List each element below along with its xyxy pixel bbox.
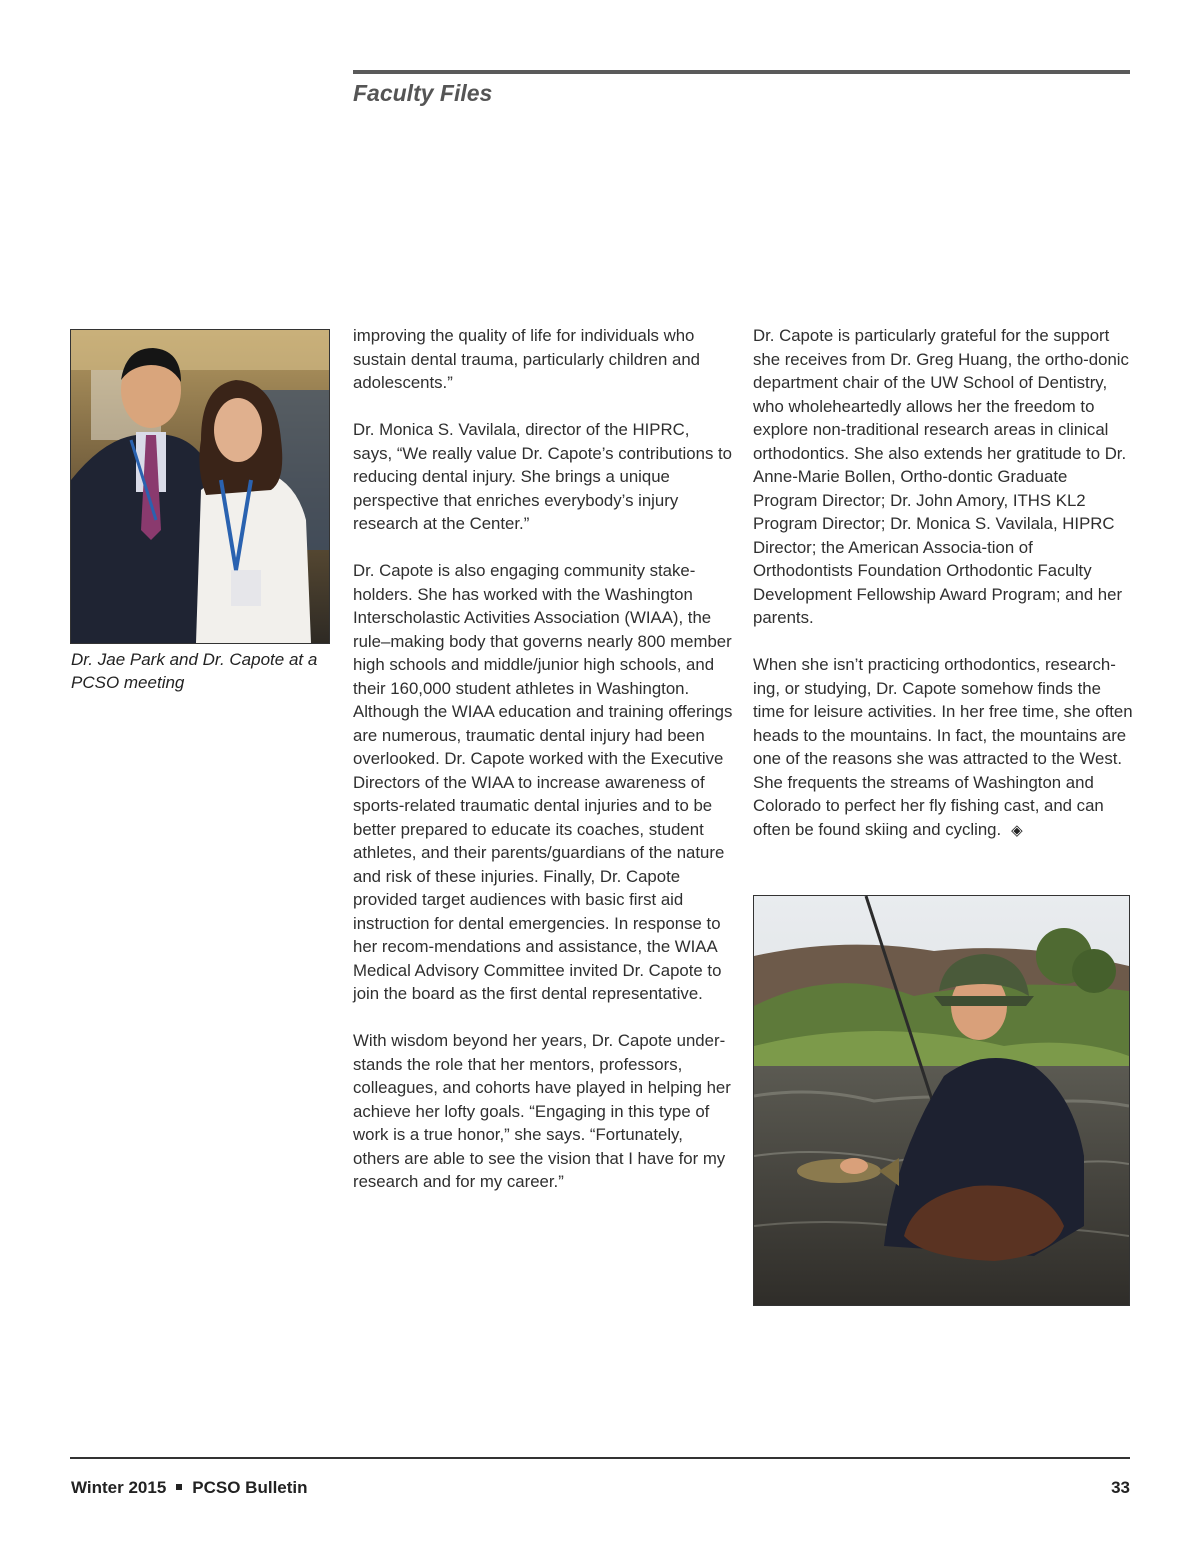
page-number: 33 bbox=[1111, 1478, 1130, 1497]
photo-fly-fishing bbox=[753, 895, 1130, 1306]
paragraph: With wisdom beyond her years, Dr. Capote under-stands the role that her mentors, professors, colleagues, and cohorts have played in helping her achieve her lofty goals. “Engaging in this type of work is a true honor,” she says. “Fortunately, others are able to see the vision that I have for my research and for my career.” bbox=[353, 1031, 731, 1191]
section-rule bbox=[353, 70, 1130, 74]
paragraph-text: When she isn’t practicing orthodontics, research-ing, or studying, Dr. Capote somehow finds the time for leisure activities. In her free time, she often heads to the mountains. In fact, the mountains are one of the reasons she was attracted to the West. She frequents the streams of Washington and Colorado to perfect her fly fishing cast, and can often be found skiing and cycling. bbox=[753, 655, 1133, 839]
article-column-right bbox=[753, 324, 1135, 866]
photo-park-capote-image bbox=[71, 330, 329, 643]
paragraph: Dr. Monica S. Vavilala, director of the HIPRC, says, “We really value Dr. Capote’s contributions to reducing dental injury. She brings a unique perspective that enriches everybody’s injury research at the Center.” bbox=[353, 420, 732, 533]
footer-issue: Winter 2015 bbox=[71, 1478, 167, 1497]
photo-park-capote bbox=[70, 329, 330, 644]
footer-publication: PCSO Bulletin bbox=[192, 1478, 308, 1497]
footer-rule bbox=[70, 1457, 1130, 1459]
article-column-middle bbox=[353, 324, 733, 1217]
end-of-article-icon: ◈ bbox=[1011, 821, 1023, 839]
section-title: Faculty Files bbox=[353, 80, 493, 106]
paragraph: Dr. Capote is also engaging community stake-holders. She has worked with the Washington Interscholastic Activities Association (WIAA), the rule–making body that governs nearly 800 member high schools and middle/junior high schools, and their 160,000 student athletes in Washington. Although the WIAA education and training offerings are numerous, traumatic dental injury had been overlooked. Dr. Capote worked with the Executive Directors of the WIAA to increase awareness of sports-related traumatic dental injuries and to be better prepared to educate its coaches, student athletes, and their parents/guardians of the nature and risk of these injuries. Finally, Dr. Capote provided target audiences with basic first aid instruction for dental emergencies. In response to her recom-mendations and assistance, the WIAA Medical Advisory Committee invited Dr. Capote to join the board as the first dental representative. bbox=[353, 561, 733, 1003]
paragraph-last bbox=[753, 653, 1135, 842]
paragraph: improving the quality of life for individuals who sustain dental trauma, particularly children and adolescents.” bbox=[353, 326, 700, 392]
photo-fly-fishing-image bbox=[754, 896, 1129, 1305]
footer-publication-info bbox=[71, 1478, 308, 1498]
paragraph: Dr. Capote is particularly grateful for the support she receives from Dr. Greg Huang, the ortho-donic department chair of the UW School of Dentistry, who wholeheartedly allows her the freedom to explore non-traditional research areas in clinical orthodontics. She also extends her gratitude to Dr. Anne-Marie Bollen, Ortho-dontic Graduate Program Director; Dr. John Amory, ITHS KL2 Program Director; Dr. Monica S. Vavilala, HIPRC Director; the American Associa-tion of Orthodontists Foundation Orthodontic Faculty Development Fellowship Award Program; and her parents. bbox=[753, 326, 1129, 627]
photo-caption: Dr. Jae Park and Dr. Capote at a PCSO meeting bbox=[71, 650, 318, 692]
footer-separator-icon bbox=[176, 1484, 182, 1490]
